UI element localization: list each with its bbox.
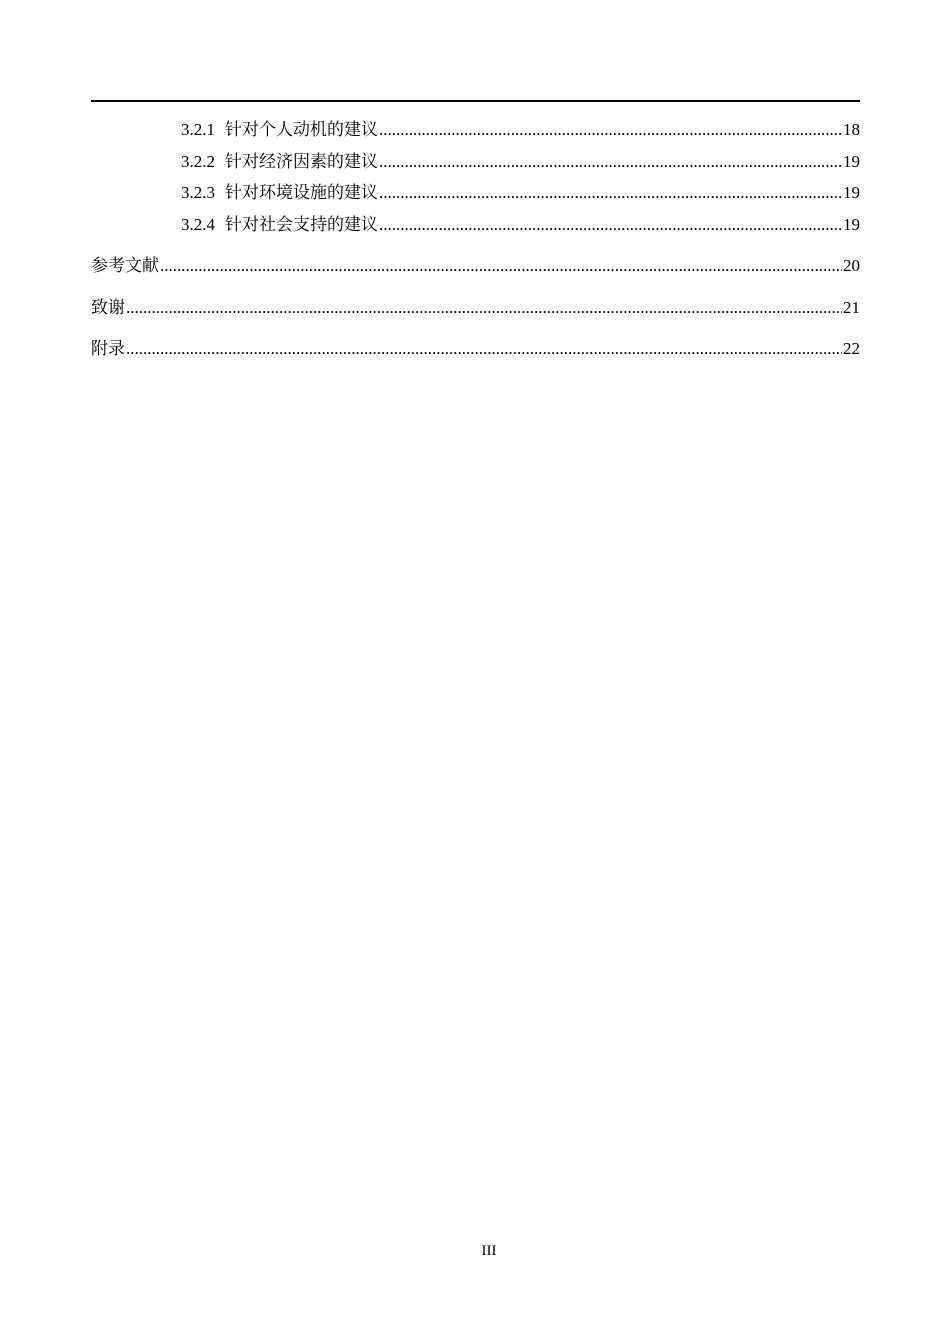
- toc-entry-page: 18: [843, 120, 860, 139]
- toc-entry-number: 3.2.1: [181, 120, 215, 139]
- toc-entry-page: 22: [843, 339, 860, 358]
- toc-entry-title: 针对个人动机的建议: [225, 120, 378, 139]
- toc-entry-references[interactable]: [91, 254, 860, 296]
- toc-entry-page: 20: [843, 256, 860, 275]
- toc-entry-title: 致谢: [91, 297, 125, 318]
- toc-entry-3-2-3[interactable]: [91, 181, 860, 213]
- toc-entry-appendix[interactable]: [91, 337, 860, 379]
- toc-dot-leader: [379, 150, 842, 174]
- toc-entry-3-2-4[interactable]: [91, 213, 860, 245]
- toc-dot-leader: [160, 254, 842, 278]
- toc-entry-title: 针对环境设施的建议: [225, 183, 378, 202]
- header-rule: [91, 100, 860, 102]
- toc-dot-leader: [126, 296, 842, 320]
- toc-entry-page: 19: [843, 214, 860, 234]
- toc-entry-number: 3.2.4: [181, 214, 215, 234]
- toc-entry-title: 针对社会支持的建议: [225, 214, 378, 234]
- toc-dot-leader: [126, 337, 842, 361]
- toc-entry-acknowledgements[interactable]: [91, 296, 860, 338]
- toc-entry-number: 3.2.2: [181, 151, 215, 171]
- toc-entry-title: 参考文献: [91, 256, 159, 276]
- toc-entry-page: 19: [843, 183, 860, 202]
- toc-dot-leader: [379, 181, 842, 205]
- toc-dot-leader: [379, 213, 842, 237]
- toc-entry-number: 3.2.3: [181, 183, 215, 202]
- footer-page-number: III: [481, 1243, 497, 1259]
- table-of-contents: [91, 118, 860, 379]
- toc-entry-title: 针对经济因素的建议: [225, 151, 378, 171]
- toc-entry-page: 19: [843, 151, 860, 171]
- toc-entry-title: 附录: [91, 339, 125, 359]
- toc-entry-3-2-1[interactable]: [91, 118, 860, 150]
- toc-dot-leader: [379, 118, 842, 142]
- toc-entry-page: 21: [843, 297, 860, 317]
- toc-entry-3-2-2[interactable]: [91, 150, 860, 182]
